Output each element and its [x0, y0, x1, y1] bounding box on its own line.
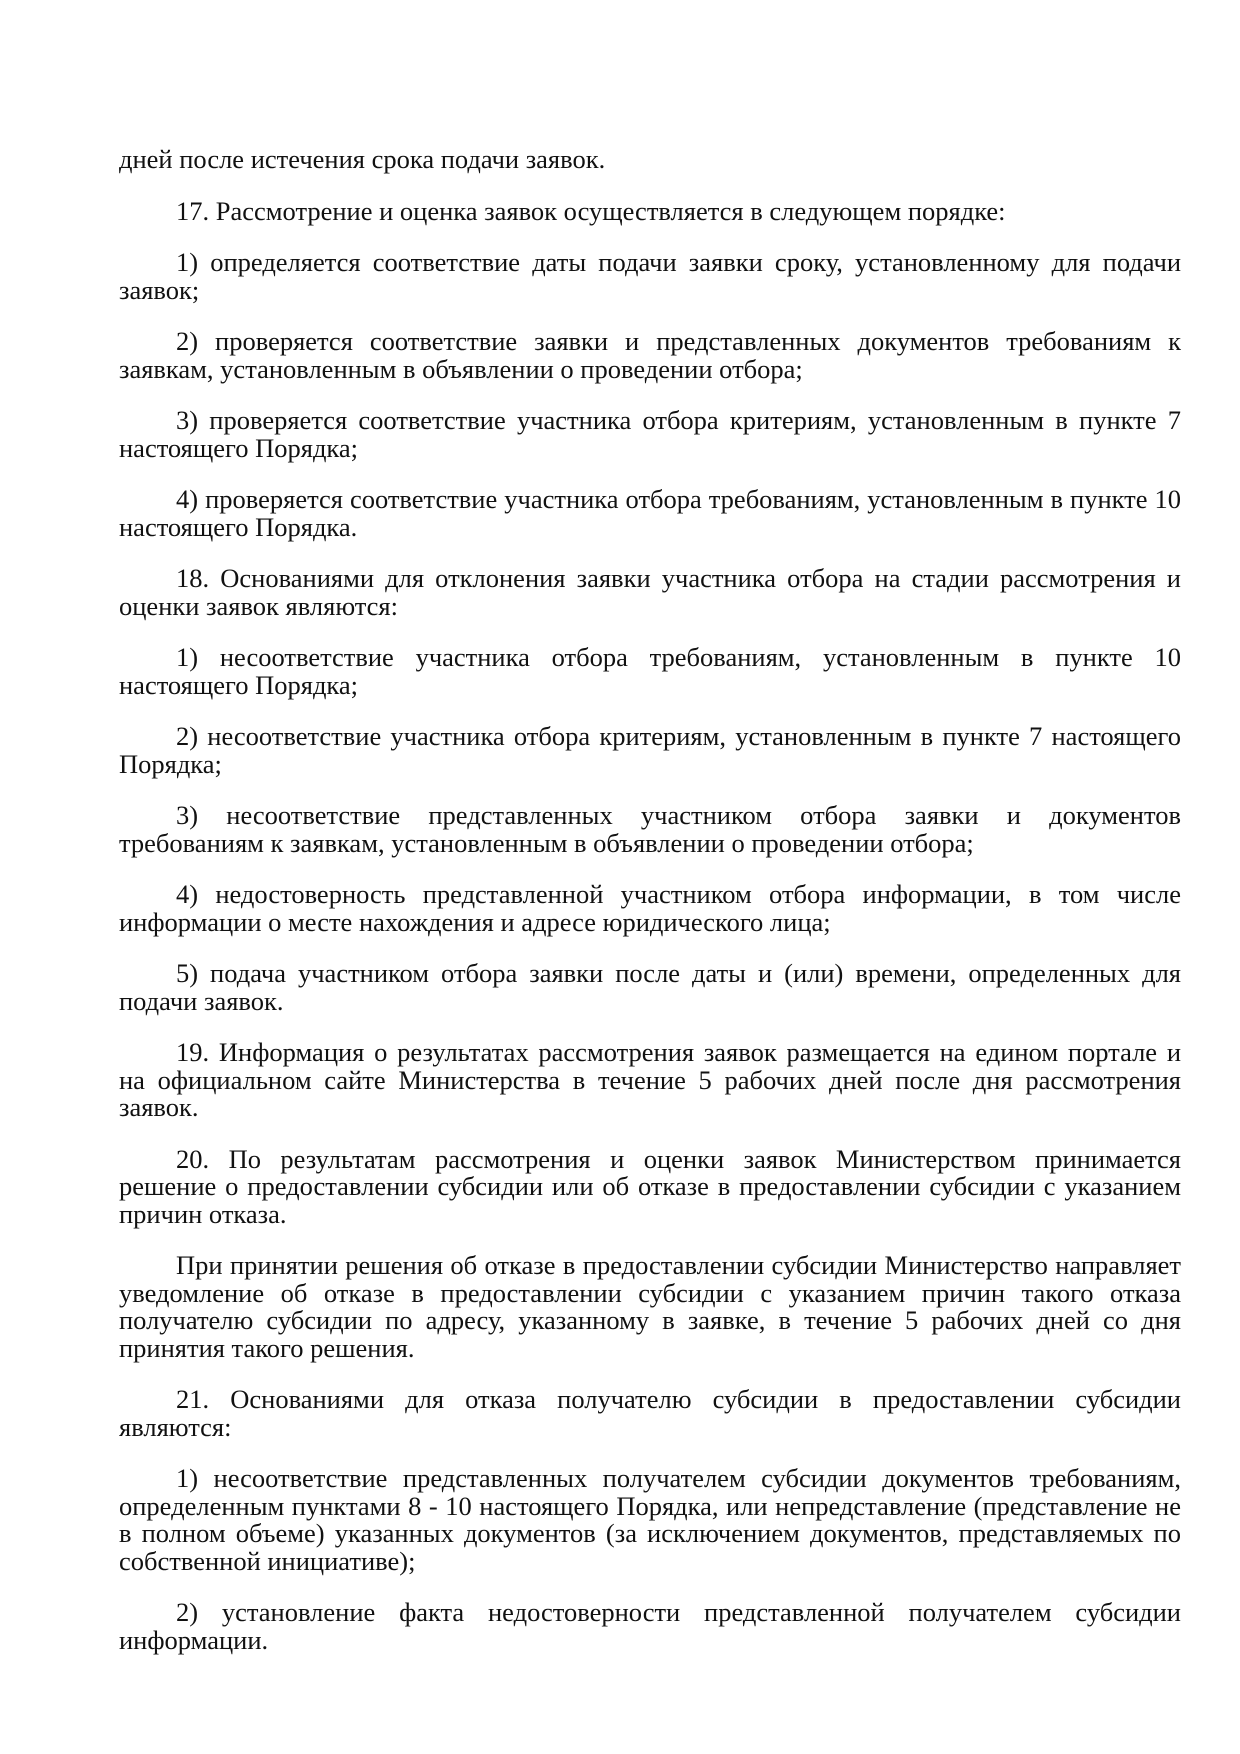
paragraph-21-item-1: 1) несоответствие представленных получателем субсидии документов требованиям, определенным пунктами 8 - 10 настоящего Порядка, или непредставление (представление не в полном объеме) указанных документов (за исключением документов, представляемых по собственной инициативе);: [119, 1463, 1181, 1576]
paragraph-18: 18. Основаниями для отклонения заявки участника отбора на стадии рассмотрения и оценки заявок являются:: [119, 563, 1181, 621]
paragraph-17-item-1: 1) определяется соответствие даты подачи заявки сроку, установленному для подачи заявок;: [119, 247, 1181, 305]
paragraph-21: 21. Основаниями для отказа получателю субсидии в предоставлении субсидии являются:: [119, 1384, 1181, 1442]
paragraph-continuation: дней после истечения срока подачи заявок.: [119, 144, 606, 174]
paragraph-17-item-3: 3) проверяется соответствие участника отбора критериям, установленным в пункте 7 настоящего Порядка;: [119, 405, 1181, 463]
paragraph-19: 19. Информация о результатах рассмотрения заявок размещается на едином портале и на официальном сайте Министерства в течение 5 рабочих дней после дня рассмотрения заявок.: [119, 1037, 1181, 1122]
paragraph-18-item-5: 5) подача участником отбора заявки после даты и (или) времени, определенных для подачи заявок.: [119, 958, 1181, 1016]
paragraph-18-item-1: 1) несоответствие участника отбора требованиям, установленным в пункте 10 настоящего Порядка;: [119, 642, 1181, 700]
paragraph-18-item-4: 4) недостоверность представленной участником отбора информации, в том числе информации о месте нахождения и адресе юридического лица;: [119, 879, 1181, 937]
paragraph-17-item-2: 2) проверяется соответствие заявки и представленных документов требованиям к заявкам, установленным в объявлении о проведении отбора;: [119, 326, 1181, 384]
paragraph-20: 20. По результатам рассмотрения и оценки заявок Министерством принимается решение о предоставлении субсидии или об отказе в предоставлении субсидии с указанием причин отказа.: [119, 1143, 1181, 1229]
paragraph-18-item-3: 3) несоответствие представленных участником отбора заявки и документов требованиям к заявкам, установленным в объявлении о проведении отбора;: [119, 800, 1181, 858]
paragraph-18-item-2: 2) несоответствие участника отбора критериям, установленным в пункте 7 настоящего Порядка;: [119, 721, 1181, 779]
paragraph-17: 17. Рассмотрение и оценка заявок осуществляется в следующем порядке:: [176, 195, 1006, 226]
paragraph-17-item-4: 4) проверяется соответствие участника отбора требованиям, установленным в пункте 10 настоящего Порядка.: [119, 484, 1181, 542]
paragraph-20-refusal-notice: При принятии решения об отказе в предоставлении субсидии Министерство направляет уведомление об отказе в предоставлении субсидии с указанием причин такого отказа получателю субсидии по адресу, указанному в заявке, в течение 5 рабочих дней со дня принятия такого решения.: [119, 1250, 1181, 1363]
document-page: [119, 146, 1181, 1678]
paragraph-21-item-2: 2) установление факта недостоверности представленной получателем субсидии информации.: [119, 1597, 1181, 1655]
